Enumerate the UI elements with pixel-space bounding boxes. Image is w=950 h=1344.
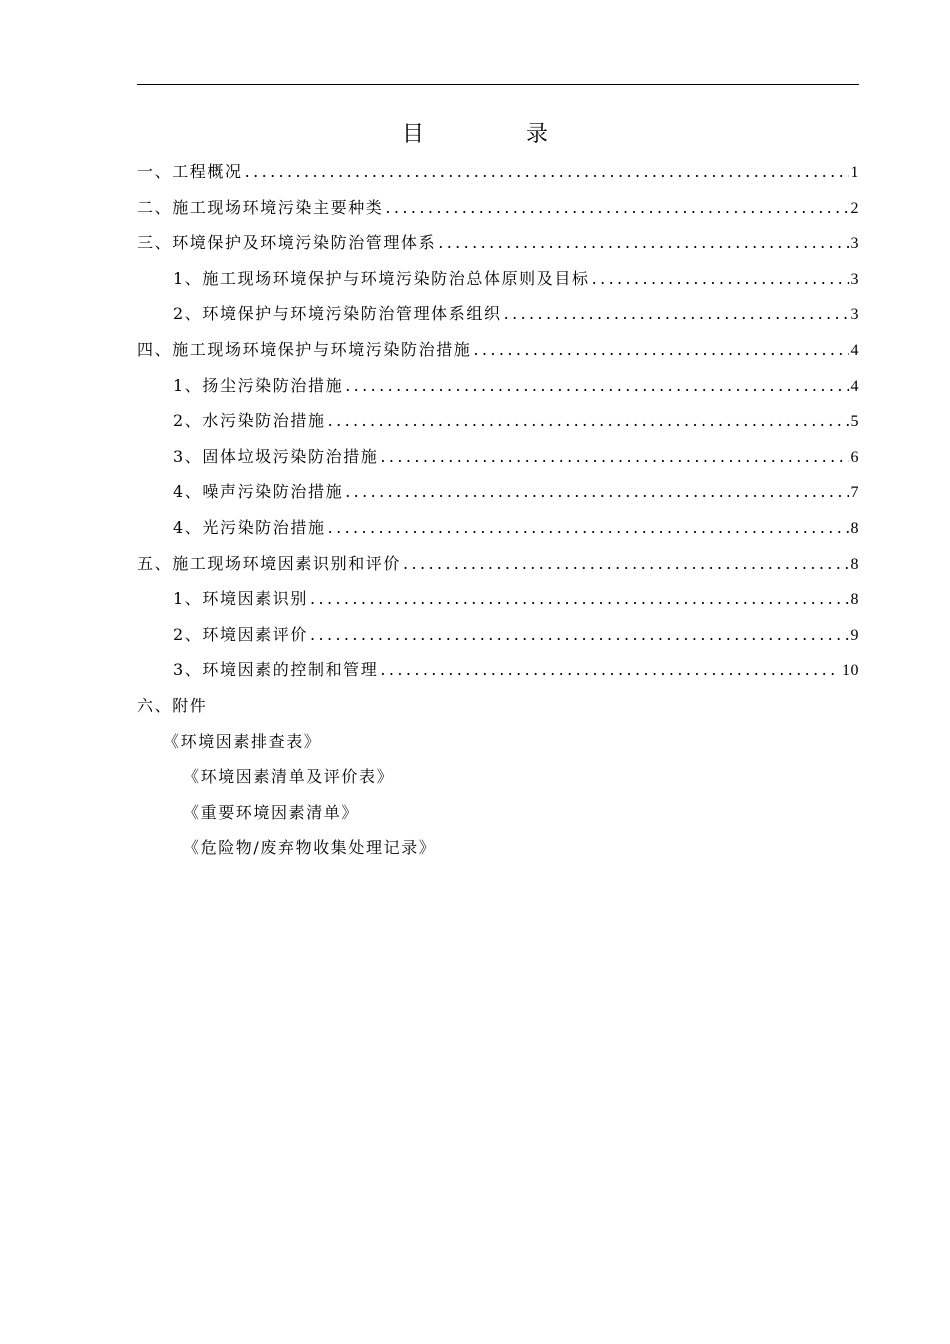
- toc-subentry[interactable]: [137, 621, 859, 657]
- toc-entry-label: 1、环境因素识别: [173, 589, 308, 609]
- toc-leader-dots: [345, 478, 848, 506]
- toc-entry-label: 四、施工现场环境保护与环境污染防治措施: [137, 339, 472, 359]
- header-rule: [137, 84, 859, 85]
- toc-entry-page: 4: [850, 377, 859, 395]
- toc-entry-label: 1、施工现场环境保护与环境污染防治总体原则及目标: [173, 268, 590, 288]
- attachment-item: 《危险物/废弃物收集处理记录》: [183, 838, 437, 858]
- toc-subentry[interactable]: [137, 372, 859, 408]
- toc-subentry[interactable]: [137, 265, 859, 301]
- toc-entry-page: 3: [850, 270, 859, 288]
- toc-entry-page: 6: [850, 448, 859, 466]
- attachment-item: 《重要环境因素清单》: [183, 802, 360, 822]
- toc-subentry[interactable]: [137, 478, 859, 514]
- toc-entry[interactable]: [137, 336, 859, 372]
- toc-leader-dots: [380, 656, 840, 684]
- toc-entry-label: 4、噪声污染防治措施: [173, 482, 344, 502]
- toc-entry-page: 1: [850, 164, 859, 181]
- toc-leader-dots: [245, 158, 849, 186]
- toc-leader-dots: [438, 229, 848, 257]
- toc-subentry[interactable]: [137, 585, 859, 621]
- toc-leader-dots: [473, 336, 848, 364]
- toc-entry-label: 五、施工现场环境因素识别和评价: [137, 553, 402, 573]
- toc-subentry[interactable]: [137, 407, 859, 443]
- toc-entry-label: 3、环境因素的控制和管理: [173, 660, 379, 680]
- toc-entry-label: 一、工程概况: [137, 162, 243, 181]
- toc-entry-label: 2、环境保护与环境污染防治管理体系组织: [173, 304, 502, 324]
- toc-subentry[interactable]: [137, 443, 859, 479]
- toc-entry-label: 3、固体垃圾污染防治措施: [173, 446, 379, 466]
- toc-leader-dots: [310, 621, 849, 649]
- toc-entry-page: 5: [850, 413, 859, 431]
- page-title: 目 录: [401, 122, 588, 147]
- attachment-item: 《环境因素清单及评价表》: [183, 767, 395, 787]
- toc-entry[interactable]: [137, 229, 859, 265]
- toc-entry-page: 8: [850, 555, 859, 573]
- toc-leader-dots: [403, 550, 848, 578]
- toc-entry[interactable]: [137, 194, 859, 230]
- toc-entry-page: 3: [850, 235, 859, 253]
- toc-entry-label: 4、光污染防治措施: [173, 517, 326, 537]
- toc-entry-page: 3: [850, 306, 859, 324]
- toc-subentry[interactable]: [137, 656, 859, 692]
- toc-leader-dots: [385, 194, 848, 222]
- toc-entry-page: 9: [850, 626, 859, 644]
- toc-leader-dots: [328, 407, 849, 435]
- toc-subentry[interactable]: [137, 514, 859, 550]
- toc-entry-page: 7: [850, 484, 859, 502]
- attachments-heading: 六、附件: [137, 695, 208, 715]
- toc-entry-label: 三、环境保护及环境污染防治管理体系: [137, 233, 437, 253]
- toc-leader-dots: [380, 443, 848, 471]
- toc-entry-page: 8: [850, 519, 859, 537]
- toc-entry-label: 2、水污染防治措施: [173, 411, 326, 431]
- toc-leader-dots: [592, 265, 849, 293]
- toc-leader-dots: [328, 514, 849, 542]
- toc-leader-dots: [310, 585, 849, 613]
- toc-entry-page: 8: [850, 591, 859, 609]
- toc-leader-dots: [345, 372, 848, 400]
- attachment-item: 《环境因素排查表》: [163, 731, 322, 751]
- toc-entry-page: 2: [850, 199, 859, 217]
- toc-entry-page: 10: [842, 662, 859, 680]
- toc-entry-label: 2、环境因素评价: [173, 624, 308, 644]
- table-of-contents: [137, 158, 859, 870]
- toc-entry-page: 4: [850, 341, 859, 359]
- toc-entry-label: 1、扬尘污染防治措施: [173, 375, 344, 395]
- toc-subentry[interactable]: [137, 300, 859, 336]
- toc-entry[interactable]: [137, 158, 859, 194]
- toc-leader-dots: [504, 300, 849, 328]
- toc-entry[interactable]: [137, 550, 859, 586]
- toc-entry-label: 二、施工现场环境污染主要种类: [137, 197, 384, 217]
